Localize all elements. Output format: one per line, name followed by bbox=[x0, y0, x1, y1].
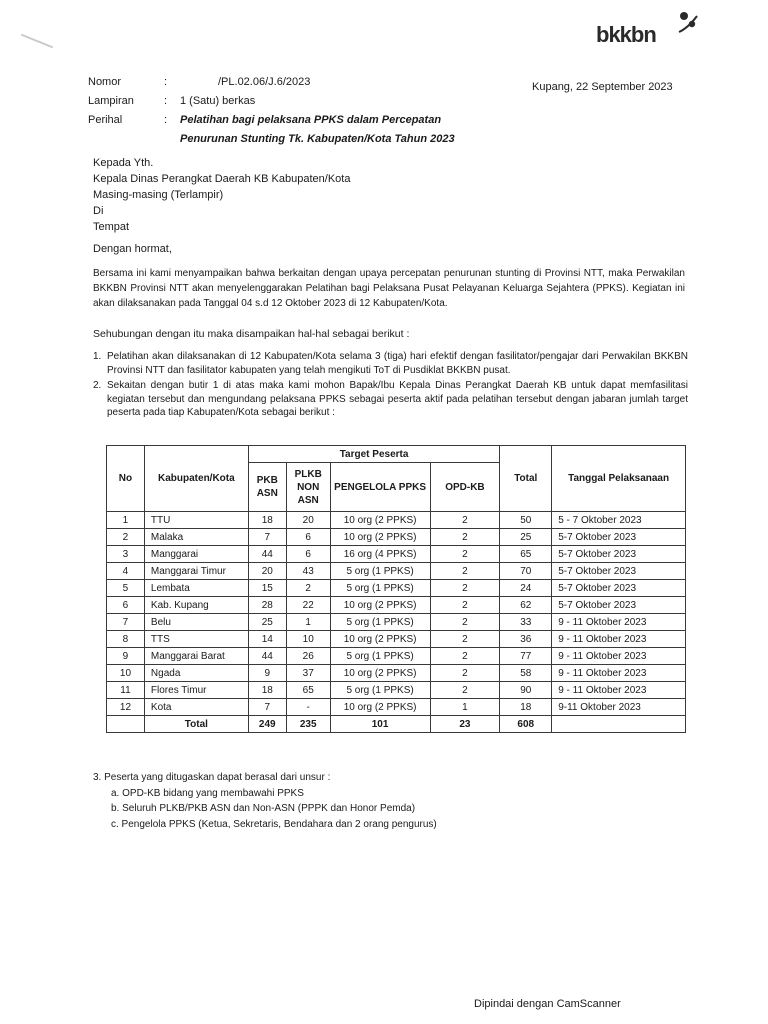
cell-tanggal: 9 - 11 Oktober 2023 bbox=[552, 648, 686, 665]
cell-total: 77 bbox=[500, 648, 552, 665]
cell-total: 24 bbox=[500, 580, 552, 597]
cell-kabupaten: Kota bbox=[144, 699, 248, 716]
list-number: 1. bbox=[93, 351, 102, 362]
cell-no: 4 bbox=[107, 563, 145, 580]
perihal-line2: Penurunan Stunting Tk. Kabupaten/Kota Tahun 2023 bbox=[180, 133, 455, 145]
cell-plkb: 10 bbox=[286, 631, 330, 648]
col-header-target: Target Peserta bbox=[248, 446, 500, 463]
cell-total: 18 bbox=[500, 699, 552, 716]
total-total: 608 bbox=[500, 716, 552, 733]
total-tanggal-cell bbox=[552, 716, 686, 733]
cell-pengelola: 16 org (4 PPKS) bbox=[330, 546, 430, 563]
nomor-value: /PL.02.06/J.6/2023 bbox=[218, 76, 311, 88]
cell-pengelola: 5 org (1 PPKS) bbox=[330, 580, 430, 597]
cell-pengelola: 5 org (1 PPKS) bbox=[330, 682, 430, 699]
cell-pkb: 18 bbox=[248, 682, 286, 699]
cell-pengelola: 5 org (1 PPKS) bbox=[330, 614, 430, 631]
perihal-row bbox=[88, 110, 688, 129]
colon: : bbox=[164, 95, 168, 107]
list-number: 2. bbox=[93, 380, 102, 391]
origin-item: c. Pengelola PPKS (Ketua, Sekretaris, Bendahara dan 2 orang pengurus) bbox=[111, 818, 437, 830]
letter-meta bbox=[88, 72, 688, 148]
cell-opd: 2 bbox=[430, 512, 500, 529]
cell-pengelola: 5 org (1 PPKS) bbox=[330, 648, 430, 665]
cell-opd: 2 bbox=[430, 682, 500, 699]
cell-tanggal: 5 - 7 Oktober 2023 bbox=[552, 512, 686, 529]
cell-kabupaten: Malaka bbox=[144, 529, 248, 546]
cell-kabupaten: Flores Timur bbox=[144, 682, 248, 699]
logo-text: bkkbn bbox=[596, 22, 656, 47]
cell-kabupaten: Manggarai bbox=[144, 546, 248, 563]
cell-no: 2 bbox=[107, 529, 145, 546]
cell-pkb: 14 bbox=[248, 631, 286, 648]
cell-kabupaten: TTS bbox=[144, 631, 248, 648]
perihal-value bbox=[180, 110, 441, 130]
list-item bbox=[93, 379, 688, 420]
cell-pengelola: 10 org (2 PPKS) bbox=[330, 529, 430, 546]
cell-pkb: 18 bbox=[248, 512, 286, 529]
table-row bbox=[107, 682, 686, 699]
lampiran-row bbox=[88, 91, 688, 110]
table-row bbox=[107, 648, 686, 665]
lampiran-label: Lampiran bbox=[88, 95, 134, 107]
origin-item: a. OPD-KB bidang yang membawahi PPKS bbox=[111, 787, 304, 799]
cell-pengelola: 5 org (1 PPKS) bbox=[330, 563, 430, 580]
cell-kabupaten: Kab. Kupang bbox=[144, 597, 248, 614]
logo-dots-icon bbox=[676, 10, 700, 36]
cell-pkb: 9 bbox=[248, 665, 286, 682]
recipient-address bbox=[93, 155, 350, 235]
cell-plkb: 65 bbox=[286, 682, 330, 699]
salutation: Dengan hormat, bbox=[93, 243, 172, 255]
table-row bbox=[107, 614, 686, 631]
col-header-opd: OPD-KB bbox=[430, 463, 500, 512]
colon: : bbox=[164, 76, 168, 88]
list-item bbox=[93, 350, 688, 377]
table-row bbox=[107, 699, 686, 716]
transition-paragraph: Sehubungan dengan itu maka disampaikan hal-hal sebagai berikut : bbox=[93, 328, 410, 340]
table-total-row bbox=[107, 716, 686, 733]
cell-plkb: 22 bbox=[286, 597, 330, 614]
cell-opd: 2 bbox=[430, 529, 500, 546]
cell-tanggal: 9 - 11 Oktober 2023 bbox=[552, 665, 686, 682]
perihal-line1: Pelatihan bagi pelaksana PPKS dalam Percepatan bbox=[180, 114, 442, 126]
cell-pkb: 7 bbox=[248, 699, 286, 716]
total-no-cell bbox=[107, 716, 145, 733]
cell-total: 65 bbox=[500, 546, 552, 563]
nomor-row bbox=[88, 72, 688, 91]
cell-total: 36 bbox=[500, 631, 552, 648]
cell-opd: 2 bbox=[430, 648, 500, 665]
cell-tanggal: 9-11 Oktober 2023 bbox=[552, 699, 686, 716]
cell-pkb: 25 bbox=[248, 614, 286, 631]
table-row bbox=[107, 631, 686, 648]
table-row bbox=[107, 665, 686, 682]
cell-tanggal: 9 - 11 Oktober 2023 bbox=[552, 631, 686, 648]
col-header-kabupaten: Kabupaten/Kota bbox=[144, 446, 248, 512]
cell-no: 9 bbox=[107, 648, 145, 665]
table-row bbox=[107, 580, 686, 597]
address-line: Kepada Yth. bbox=[93, 157, 154, 169]
table-row bbox=[107, 597, 686, 614]
bkkbn-logo bbox=[596, 10, 696, 50]
cell-plkb: 26 bbox=[286, 648, 330, 665]
perihal-value-2 bbox=[180, 129, 455, 149]
cell-kabupaten: Manggarai Barat bbox=[144, 648, 248, 665]
cell-opd: 2 bbox=[430, 665, 500, 682]
participant-origin-list bbox=[93, 770, 437, 832]
list-text: Pelatihan akan dilaksanakan di 12 Kabupaten/Kota selama 3 (tiga) hari efektif dengan fasilitator/pengajar dari Perwakilan BKKBN Provinsi NTT dan fasilitator kabupaten yang telah mengikuti ToT di Pusdiklat BKKBN pusat. bbox=[107, 351, 688, 376]
cell-no: 3 bbox=[107, 546, 145, 563]
cell-tanggal: 9 - 11 Oktober 2023 bbox=[552, 614, 686, 631]
participant-table bbox=[106, 445, 686, 733]
address-line: Tempat bbox=[93, 221, 130, 233]
total-plkb: 235 bbox=[286, 716, 330, 733]
cell-tanggal: 5-7 Oktober 2023 bbox=[552, 597, 686, 614]
cell-plkb: 37 bbox=[286, 665, 330, 682]
nomor-label: Nomor bbox=[88, 76, 122, 88]
origin-title: 3. Peserta yang ditugaskan dapat berasal dari unsur : bbox=[93, 772, 331, 783]
table-body bbox=[107, 512, 686, 716]
cell-kabupaten: Lembata bbox=[144, 580, 248, 597]
cell-no: 12 bbox=[107, 699, 145, 716]
cell-total: 58 bbox=[500, 665, 552, 682]
total-pengelola: 101 bbox=[330, 716, 430, 733]
cell-plkb: 2 bbox=[286, 580, 330, 597]
table-row bbox=[107, 546, 686, 563]
cell-pengelola: 10 org (2 PPKS) bbox=[330, 699, 430, 716]
cell-kabupaten: Ngada bbox=[144, 665, 248, 682]
cell-plkb: 6 bbox=[286, 546, 330, 563]
col-header-no: No bbox=[107, 446, 145, 512]
origin-item: b. Seluruh PLKB/PKB ASN dan Non-ASN (PPPK dan Honor Pemda) bbox=[111, 803, 416, 814]
cell-opd: 2 bbox=[430, 597, 500, 614]
perihal-row-2 bbox=[88, 129, 688, 148]
cell-plkb: 1 bbox=[286, 614, 330, 631]
cell-no: 7 bbox=[107, 614, 145, 631]
letter-date: Kupang, 22 September 2023 bbox=[532, 81, 673, 93]
cell-opd: 2 bbox=[430, 631, 500, 648]
cell-plkb: - bbox=[286, 699, 330, 716]
cell-pengelola: 10 org (2 PPKS) bbox=[330, 597, 430, 614]
cell-pkb: 28 bbox=[248, 597, 286, 614]
cell-opd: 2 bbox=[430, 614, 500, 631]
cell-plkb: 20 bbox=[286, 512, 330, 529]
cell-pkb: 44 bbox=[248, 546, 286, 563]
cell-opd: 1 bbox=[430, 699, 500, 716]
cell-opd: 2 bbox=[430, 546, 500, 563]
cell-total: 50 bbox=[500, 512, 552, 529]
cell-pkb: 44 bbox=[248, 648, 286, 665]
cell-no: 6 bbox=[107, 597, 145, 614]
cell-tanggal: 5-7 Oktober 2023 bbox=[552, 580, 686, 597]
cell-opd: 2 bbox=[430, 563, 500, 580]
total-label: Total bbox=[144, 716, 248, 733]
intro-paragraph: Bersama ini kami menyampaikan bahwa berkaitan dengan upaya percepatan penurunan stunting di Provinsi NTT, maka Perwakilan BKKBN Provinsi NTT akan menyelenggarakan Pelatihan bagi Pelaksana Pusat Pelayanan Keluarga Sejahtera (PPKS). Kegiatan ini akan dilaksanakan pada Tanggal 04 s.d 12 Oktober 2023 di 12 Kabupaten/Kota. bbox=[93, 268, 685, 309]
col-header-total: Total bbox=[500, 446, 552, 512]
col-header-pengelola: PENGELOLA PPKS bbox=[330, 463, 430, 512]
address-line: Di bbox=[93, 205, 104, 217]
cell-total: 33 bbox=[500, 614, 552, 631]
cell-pkb: 7 bbox=[248, 529, 286, 546]
cell-total: 25 bbox=[500, 529, 552, 546]
list-text: Sekaitan dengan butir 1 di atas maka kami mohon Bapak/Ibu Kepala Dinas Perangkat Daerah KB untuk dapat memfasilitasi kegiatan tersebut dan mengundang pelaksana PPKS sebagai peserta aktif pada pelatihan tersebut dengan jabaran jumlah target peserta pada tiap Kabupaten/Kota sebagai berikut : bbox=[107, 380, 688, 418]
cell-tanggal: 5-7 Oktober 2023 bbox=[552, 529, 686, 546]
point-list bbox=[93, 350, 688, 422]
colon: : bbox=[164, 114, 168, 126]
address-line: Kepala Dinas Perangkat Daerah KB Kabupaten/Kota bbox=[93, 173, 351, 185]
cell-plkb: 6 bbox=[286, 529, 330, 546]
address-line: Masing-masing (Terlampir) bbox=[93, 189, 224, 201]
col-header-tanggal: Tanggal Pelaksanaan bbox=[552, 446, 686, 512]
cell-tanggal: 5-7 Oktober 2023 bbox=[552, 563, 686, 580]
cell-pengelola: 10 org (2 PPKS) bbox=[330, 665, 430, 682]
cell-tanggal: 5-7 Oktober 2023 bbox=[552, 546, 686, 563]
perihal-label: Perihal bbox=[88, 114, 123, 126]
total-pkb: 249 bbox=[248, 716, 286, 733]
col-header-pkb: PKB ASN bbox=[248, 463, 286, 512]
cell-kabupaten: Manggarai Timur bbox=[144, 563, 248, 580]
cell-pengelola: 10 org (2 PPKS) bbox=[330, 512, 430, 529]
cell-no: 1 bbox=[107, 512, 145, 529]
cell-tanggal: 9 - 11 Oktober 2023 bbox=[552, 682, 686, 699]
cell-total: 62 bbox=[500, 597, 552, 614]
cell-plkb: 43 bbox=[286, 563, 330, 580]
cell-kabupaten: TTU bbox=[144, 512, 248, 529]
cell-no: 10 bbox=[107, 665, 145, 682]
col-header-plkb: PLKB NON ASN bbox=[286, 463, 330, 512]
scanner-watermark: Dipindai dengan CamScanner bbox=[474, 998, 621, 1010]
cell-total: 70 bbox=[500, 563, 552, 580]
cell-no: 5 bbox=[107, 580, 145, 597]
cell-opd: 2 bbox=[430, 580, 500, 597]
cell-kabupaten: Belu bbox=[144, 614, 248, 631]
cell-total: 90 bbox=[500, 682, 552, 699]
table-header-row bbox=[107, 446, 686, 463]
cell-pkb: 20 bbox=[248, 563, 286, 580]
cell-pengelola: 10 org (2 PPKS) bbox=[330, 631, 430, 648]
lampiran-value: 1 (Satu) berkas bbox=[180, 95, 256, 107]
cell-no: 11 bbox=[107, 682, 145, 699]
table-row bbox=[107, 529, 686, 546]
table-row bbox=[107, 512, 686, 529]
cell-no: 8 bbox=[107, 631, 145, 648]
table-row bbox=[107, 563, 686, 580]
total-opd: 23 bbox=[430, 716, 500, 733]
cell-pkb: 15 bbox=[248, 580, 286, 597]
scan-artifact bbox=[21, 34, 53, 49]
